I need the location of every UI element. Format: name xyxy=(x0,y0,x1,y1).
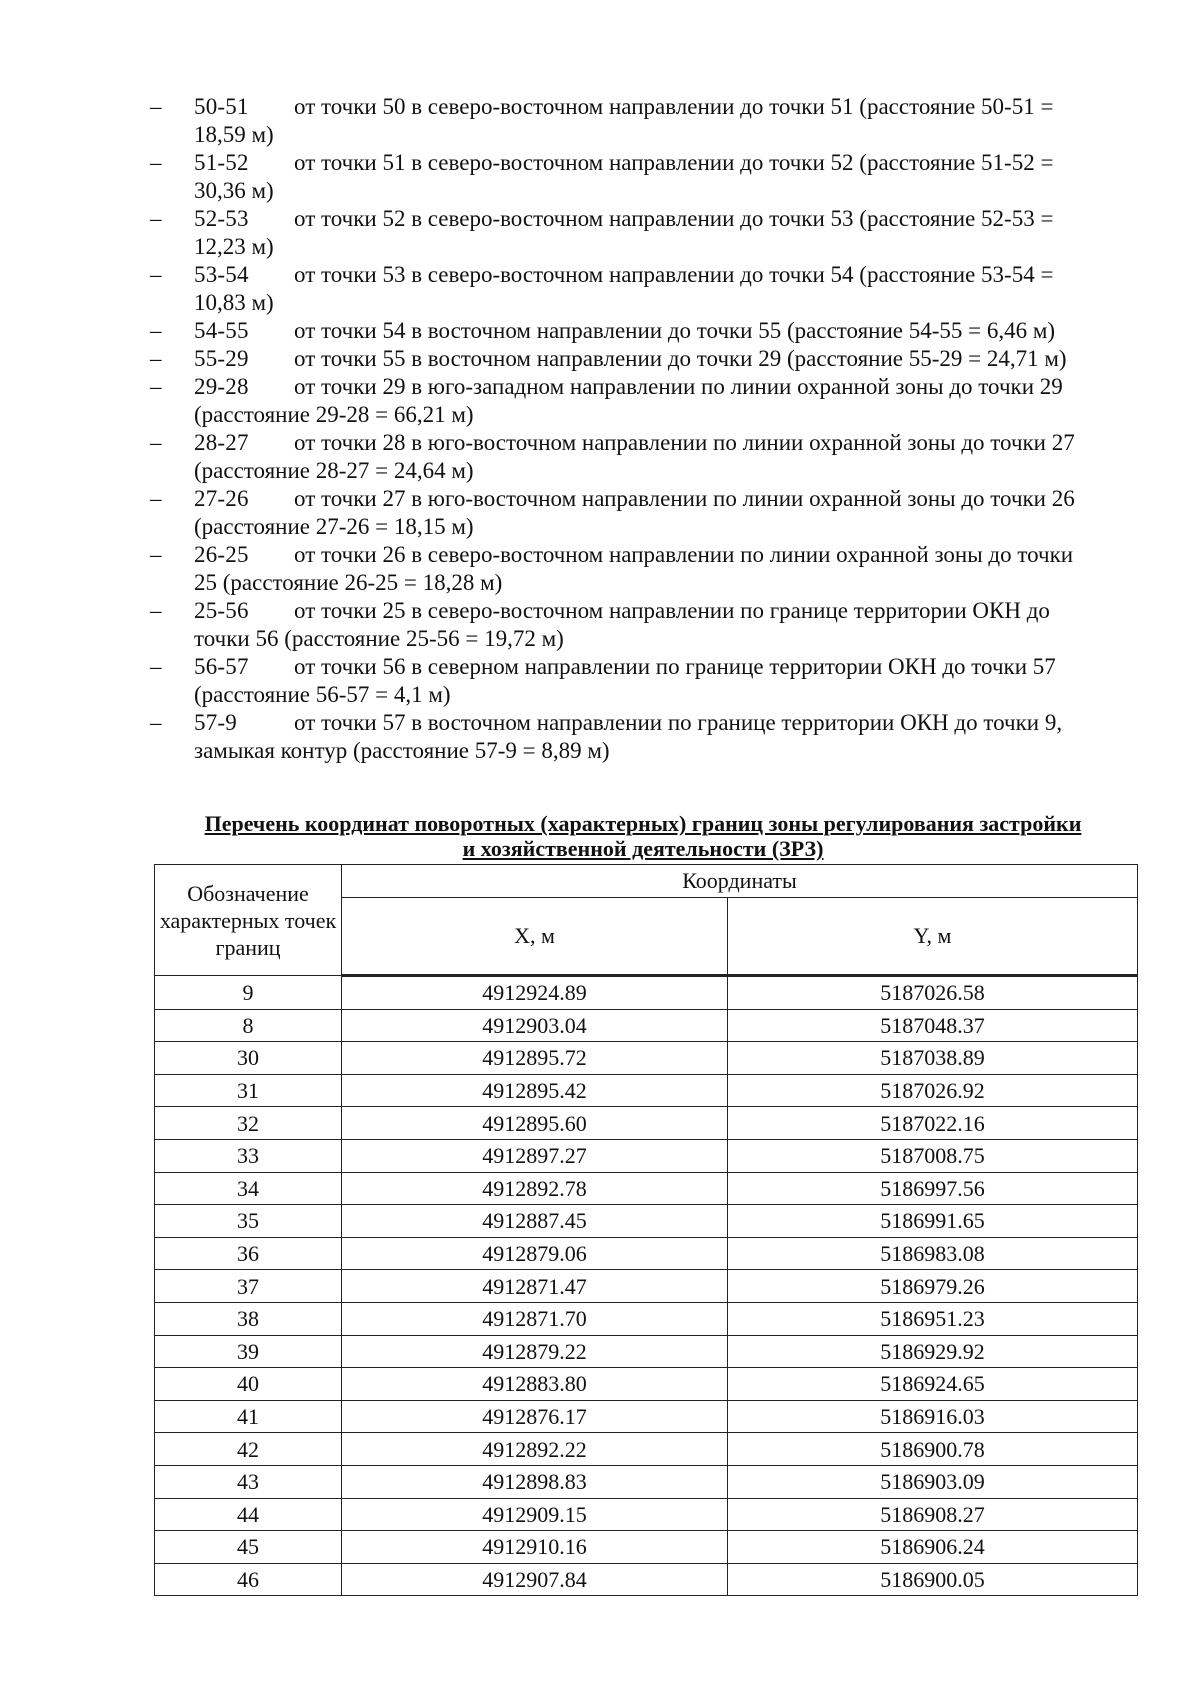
table-row xyxy=(155,1237,1138,1270)
segment-description: от точки 56 в северном направлении по границе территории ОКН до точки 57 xyxy=(294,654,1056,679)
segment-code: 29-28 xyxy=(194,374,249,399)
cell-y: 5186900.78 xyxy=(728,1433,1138,1466)
segment-description-continued: 25 (расстояние 26-25 = 18,28 м) xyxy=(194,570,503,595)
segment-item xyxy=(150,541,1125,597)
segment-item xyxy=(150,93,1125,149)
segment-code: 54-55 xyxy=(194,318,249,343)
coordinates-table xyxy=(154,864,1138,1596)
table-row xyxy=(155,1042,1138,1075)
cell-x: 4912879.22 xyxy=(342,1335,728,1368)
table-title-line: и хозяйственной деятельности (ЗРЗ) xyxy=(462,836,824,861)
segment-description-continued: замыкая контур (расстояние 57-9 = 8,89 м) xyxy=(194,738,610,763)
cell-point: 8 xyxy=(155,1009,342,1042)
segment-code: 57-9 xyxy=(194,710,237,735)
cell-x: 4912871.47 xyxy=(342,1270,728,1303)
cell-x: 4912903.04 xyxy=(342,1009,728,1042)
cell-y: 5186929.92 xyxy=(728,1335,1138,1368)
cell-point: 44 xyxy=(155,1498,342,1531)
segment-description: от точки 27 в юго-восточном направлении по линии охранной зоны до точки 26 xyxy=(294,486,1075,511)
segment-description-continued: 12,23 м) xyxy=(194,234,274,259)
list-dash: – xyxy=(150,430,162,455)
table-row xyxy=(155,1009,1138,1042)
segment-item xyxy=(150,149,1125,205)
segment-description: от точки 57 в восточном направлении по границе территории ОКН до точки 9, xyxy=(294,710,1063,735)
segment-code: 51-52 xyxy=(194,150,249,175)
cell-x: 4912879.06 xyxy=(342,1237,728,1270)
list-dash: – xyxy=(150,262,162,287)
list-dash: – xyxy=(150,206,162,231)
segment-code: 27-26 xyxy=(194,486,249,511)
table-title xyxy=(153,811,1133,861)
list-dash: – xyxy=(150,94,162,119)
cell-y: 5186979.26 xyxy=(728,1270,1138,1303)
cell-point: 42 xyxy=(155,1433,342,1466)
cell-x: 4912909.15 xyxy=(342,1498,728,1531)
cell-y: 5186991.65 xyxy=(728,1205,1138,1238)
cell-point: 40 xyxy=(155,1368,342,1401)
cell-y: 5187026.92 xyxy=(728,1074,1138,1107)
table-row xyxy=(155,1335,1138,1368)
cell-y: 5186908.27 xyxy=(728,1498,1138,1531)
cell-y: 5187048.37 xyxy=(728,1009,1138,1042)
segment-item xyxy=(150,485,1125,541)
table-row xyxy=(155,1270,1138,1303)
cell-point: 35 xyxy=(155,1205,342,1238)
cell-y: 5187026.58 xyxy=(728,976,1138,1010)
segment-item xyxy=(150,597,1125,653)
segment-code: 25-56 xyxy=(194,598,249,623)
segment-item xyxy=(150,205,1125,261)
cell-x: 4912883.80 xyxy=(342,1368,728,1401)
segment-description-continued: 18,59 м) xyxy=(194,122,274,147)
cell-point: 37 xyxy=(155,1270,342,1303)
segment-description-continued: 10,83 м) xyxy=(194,290,274,315)
cell-point: 39 xyxy=(155,1335,342,1368)
segment-description: от точки 25 в северо-восточном направлении по границе территории ОКН до xyxy=(294,598,1050,623)
cell-y: 5186983.08 xyxy=(728,1237,1138,1270)
cell-x: 4912924.89 xyxy=(342,976,728,1010)
table-row xyxy=(155,1465,1138,1498)
segment-item xyxy=(150,261,1125,317)
cell-point: 33 xyxy=(155,1139,342,1172)
cell-point: 46 xyxy=(155,1563,342,1596)
table-row xyxy=(155,1074,1138,1107)
segment-description: от точки 26 в северо-восточном направлении по линии охранной зоны до точки xyxy=(294,542,1074,567)
table-row xyxy=(155,1498,1138,1531)
cell-x: 4912907.84 xyxy=(342,1563,728,1596)
header-x: X, м xyxy=(342,898,728,976)
cell-x: 4912887.45 xyxy=(342,1205,728,1238)
list-dash: – xyxy=(150,542,162,567)
segment-code: 55-29 xyxy=(194,346,249,371)
table-row xyxy=(155,1368,1138,1401)
table-title-line: Перечень координат поворотных (характерных) границ зоны регулирования застройки xyxy=(204,811,1082,836)
segment-description: от точки 50 в северо-восточном направлении до точки 51 (расстояние 50-51 = xyxy=(294,94,1054,119)
cell-point: 32 xyxy=(155,1107,342,1140)
cell-y: 5186903.09 xyxy=(728,1465,1138,1498)
cell-x: 4912895.42 xyxy=(342,1074,728,1107)
table-row xyxy=(155,1433,1138,1466)
list-dash: – xyxy=(150,710,162,735)
list-dash: – xyxy=(150,598,162,623)
segment-code: 28-27 xyxy=(194,430,249,455)
list-dash: – xyxy=(150,486,162,511)
table-row xyxy=(155,1400,1138,1433)
segment-description: от точки 54 в восточном направлении до точки 55 (расстояние 54-55 = 6,46 м) xyxy=(294,318,1056,343)
segment-item xyxy=(150,317,1125,345)
segment-item xyxy=(150,709,1125,765)
segment-code: 56-57 xyxy=(194,654,249,679)
header-coordinates: Координаты xyxy=(342,865,1138,898)
table-row xyxy=(155,976,1138,1010)
segment-description-continued: 30,36 м) xyxy=(194,178,274,203)
cell-y: 5186916.03 xyxy=(728,1400,1138,1433)
list-dash: – xyxy=(150,346,162,371)
cell-y: 5186997.56 xyxy=(728,1172,1138,1205)
cell-y: 5186924.65 xyxy=(728,1368,1138,1401)
cell-y: 5186900.05 xyxy=(728,1563,1138,1596)
list-dash: – xyxy=(150,150,162,175)
segment-description-continued: (расстояние 28-27 = 24,64 м) xyxy=(194,458,474,483)
table-row xyxy=(155,1205,1138,1238)
segment-item xyxy=(150,373,1125,429)
cell-point: 36 xyxy=(155,1237,342,1270)
cell-y: 5187022.16 xyxy=(728,1107,1138,1140)
table-row xyxy=(155,1531,1138,1564)
cell-x: 4912910.16 xyxy=(342,1531,728,1564)
segment-description-continued: (расстояние 27-26 = 18,15 м) xyxy=(194,514,474,539)
list-dash: – xyxy=(150,654,162,679)
cell-y: 5186906.24 xyxy=(728,1531,1138,1564)
segment-description: от точки 28 в юго-восточном направлении по линии охранной зоны до точки 27 xyxy=(294,430,1075,455)
segment-description: от точки 51 в северо-восточном направлении до точки 52 (расстояние 51-52 = xyxy=(294,150,1054,175)
segment-code: 50-51 xyxy=(194,94,249,119)
cell-x: 4912898.83 xyxy=(342,1465,728,1498)
segment-code: 52-53 xyxy=(194,206,249,231)
table-row xyxy=(155,1302,1138,1335)
cell-point: 38 xyxy=(155,1302,342,1335)
cell-x: 4912892.22 xyxy=(342,1433,728,1466)
segment-item xyxy=(150,653,1125,709)
cell-x: 4912892.78 xyxy=(342,1172,728,1205)
cell-x: 4912876.17 xyxy=(342,1400,728,1433)
cell-y: 5187008.75 xyxy=(728,1139,1138,1172)
segment-description: от точки 55 в восточном направлении до точки 29 (расстояние 55-29 = 24,71 м) xyxy=(294,346,1067,371)
segment-list xyxy=(150,93,1125,765)
cell-point: 45 xyxy=(155,1531,342,1564)
cell-x: 4912897.27 xyxy=(342,1139,728,1172)
cell-point: 30 xyxy=(155,1042,342,1075)
table-row xyxy=(155,1139,1138,1172)
table-row xyxy=(155,1107,1138,1140)
segment-code: 26-25 xyxy=(194,542,249,567)
cell-x: 4912895.60 xyxy=(342,1107,728,1140)
cell-point: 41 xyxy=(155,1400,342,1433)
list-dash: – xyxy=(150,374,162,399)
segment-code: 53-54 xyxy=(194,262,249,287)
header-y: Y, м xyxy=(728,898,1138,976)
segment-description: от точки 29 в юго-западном направлении по линии охранной зоны до точки 29 xyxy=(294,374,1063,399)
cell-y: 5187038.89 xyxy=(728,1042,1138,1075)
header-point-designation: Обозначение характерных точек границ xyxy=(155,865,342,976)
cell-x: 4912871.70 xyxy=(342,1302,728,1335)
segment-item xyxy=(150,345,1125,373)
cell-point: 31 xyxy=(155,1074,342,1107)
segment-description-continued: точки 56 (расстояние 25-56 = 19,72 м) xyxy=(194,626,564,651)
segment-description: от точки 52 в северо-восточном направлении до точки 53 (расстояние 52-53 = xyxy=(294,206,1054,231)
cell-y: 5186951.23 xyxy=(728,1302,1138,1335)
cell-point: 9 xyxy=(155,976,342,1010)
segment-item xyxy=(150,429,1125,485)
segment-description: от точки 53 в северо-восточном направлении до точки 54 (расстояние 53-54 = xyxy=(294,262,1054,287)
cell-point: 34 xyxy=(155,1172,342,1205)
cell-x: 4912895.72 xyxy=(342,1042,728,1075)
segment-description-continued: (расстояние 56-57 = 4,1 м) xyxy=(194,682,451,707)
table-row xyxy=(155,1563,1138,1596)
segment-description-continued: (расстояние 29-28 = 66,21 м) xyxy=(194,402,474,427)
list-dash: – xyxy=(150,318,162,343)
cell-point: 43 xyxy=(155,1465,342,1498)
table-row xyxy=(155,1172,1138,1205)
